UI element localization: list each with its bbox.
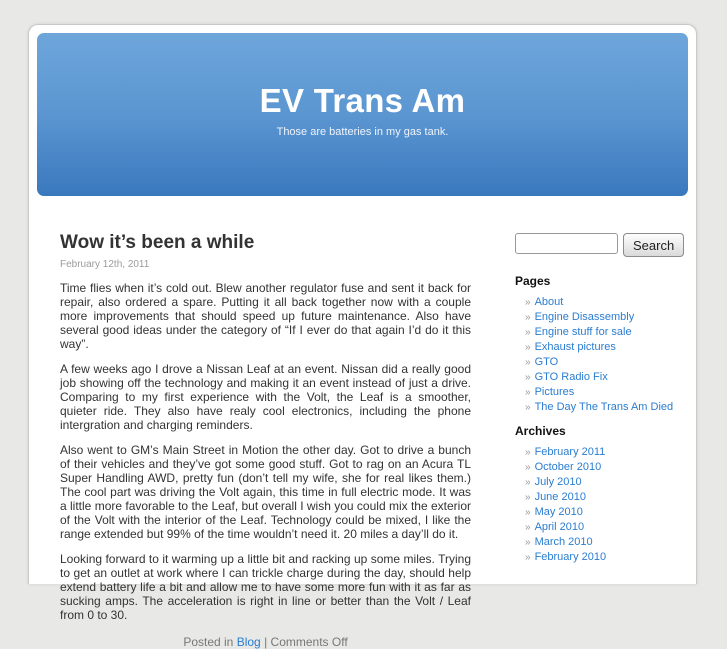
list-marker: » xyxy=(525,537,531,548)
list-marker: » xyxy=(525,522,531,533)
comments-status: Comments Off xyxy=(270,635,348,649)
archives-list-item xyxy=(525,492,677,503)
archives-list-item xyxy=(525,462,677,473)
post-article xyxy=(60,232,471,649)
category-link[interactable]: Blog xyxy=(236,635,261,649)
archives-list-item xyxy=(525,507,677,518)
list-marker: » xyxy=(525,477,531,488)
site-tagline: Those are batteries in my gas tank. xyxy=(276,126,449,138)
list-marker: » xyxy=(525,297,531,308)
archive-link[interactable]: October 2010 xyxy=(534,461,602,473)
posted-in-label: Posted in xyxy=(183,635,234,649)
pages-list-item xyxy=(525,312,677,323)
archives-list-item xyxy=(525,537,677,548)
archives-list-item xyxy=(525,447,677,458)
archives-list-item xyxy=(525,522,677,533)
post-paragraph: Also went to GM’s Main Street in Motion the other day. Got to drive a bunch of their vehicles and they’ve got some good stuff. Got to rag on an Acura TL Super Handling AWD, pretty fun (don’t tell my wife, she for real likes them.) The cool part was driving the Volt again, this time in full electric mode. It was a little more favorable to the Leaf, but overall I wish you could mix the exterior of the Volt with the interior of the Leaf. Technology could be mixed, I like the range extended but 99% of the time wouldn’t need it. 20 miles a day’ll do it. xyxy=(60,443,471,541)
archive-link[interactable]: February 2011 xyxy=(534,446,606,458)
post-title[interactable]: Wow it’s been a while xyxy=(60,232,255,253)
pages-list-item xyxy=(525,357,677,368)
page-link[interactable]: GTO Radio Fix xyxy=(534,371,608,383)
post-paragraph: Looking forward to it warming up a little bit and racking up some miles. Trying to get an outlet at work where I can trickle charge during the day, should help extend battery life a bit and allow me to have some more fun with it as far as sucking amps. The acceleration is right in line or better than the Volt / Leaf from 0 to 30. xyxy=(60,552,471,622)
post-paragraph: A few weeks ago I drove a Nissan Leaf at an event. Nissan did a really good job showing off the technology and making it an event instead of just a drive. Comparing to my first experience with the Volt, the Leaf is a smoother, quieter ride. They also have realy cool electronics, including the phone intergration and charging reminders. xyxy=(60,362,471,432)
search-form xyxy=(515,233,677,257)
list-marker: » xyxy=(525,447,531,458)
list-marker: » xyxy=(525,552,531,563)
list-marker: » xyxy=(525,342,531,353)
site-title[interactable]: EV Trans Am xyxy=(259,82,466,119)
pages-list xyxy=(517,297,677,413)
pages-list-item xyxy=(525,402,677,413)
post-paragraph: Time flies when it’s cold out. Blew another regulator fuse and sent it back for repair, also ordered a spare. Putting it all back together now with a couple more improvements that should speed up future maintenance. Also have several good ideas under the category of “If I ever do that again I’d do it this way”. xyxy=(60,281,471,351)
archive-link[interactable]: July 2010 xyxy=(534,476,582,488)
archive-link[interactable]: May 2010 xyxy=(534,506,583,518)
list-marker: » xyxy=(525,357,531,368)
archives-list-item xyxy=(525,477,677,488)
list-marker: » xyxy=(525,402,531,413)
pages-heading: Pages xyxy=(515,274,551,288)
search-button[interactable]: Search xyxy=(623,233,684,257)
list-marker: » xyxy=(525,372,531,383)
list-marker: » xyxy=(525,312,531,323)
page-container xyxy=(28,24,697,649)
content-area xyxy=(29,204,696,649)
pages-list-item xyxy=(525,342,677,353)
page-link[interactable]: Pictures xyxy=(534,386,575,398)
archives-heading: Archives xyxy=(515,424,566,438)
archive-link[interactable]: March 2010 xyxy=(534,536,593,548)
pages-list-item xyxy=(525,387,677,398)
post-date: February 12th, 2011 xyxy=(60,259,150,270)
post-meta xyxy=(60,635,471,649)
pages-list-item xyxy=(525,297,677,308)
list-marker: » xyxy=(525,387,531,398)
post-body xyxy=(60,281,471,622)
page-link[interactable]: Engine stuff for sale xyxy=(534,326,632,338)
archive-link[interactable]: June 2010 xyxy=(534,491,586,503)
page-link[interactable]: The Day The Trans Am Died xyxy=(534,401,674,413)
list-marker: » xyxy=(525,327,531,338)
pages-list-item xyxy=(525,372,677,383)
archives-list xyxy=(517,447,677,563)
page-link[interactable]: Exhaust pictures xyxy=(534,341,616,353)
archives-list-item xyxy=(525,552,677,563)
pages-list-item xyxy=(525,327,677,338)
meta-separator: | xyxy=(264,635,268,649)
search-input[interactable] xyxy=(515,233,618,254)
list-marker: » xyxy=(525,462,531,473)
page-link[interactable]: GTO xyxy=(534,356,559,368)
archive-link[interactable]: February 2010 xyxy=(534,551,607,563)
archive-link[interactable]: April 2010 xyxy=(534,521,585,533)
site-header xyxy=(37,33,688,196)
sidebar xyxy=(515,232,677,649)
page-link[interactable]: About xyxy=(534,296,564,308)
list-marker: » xyxy=(525,507,531,518)
page-link[interactable]: Engine Disassembly xyxy=(534,311,635,323)
list-marker: » xyxy=(525,492,531,503)
